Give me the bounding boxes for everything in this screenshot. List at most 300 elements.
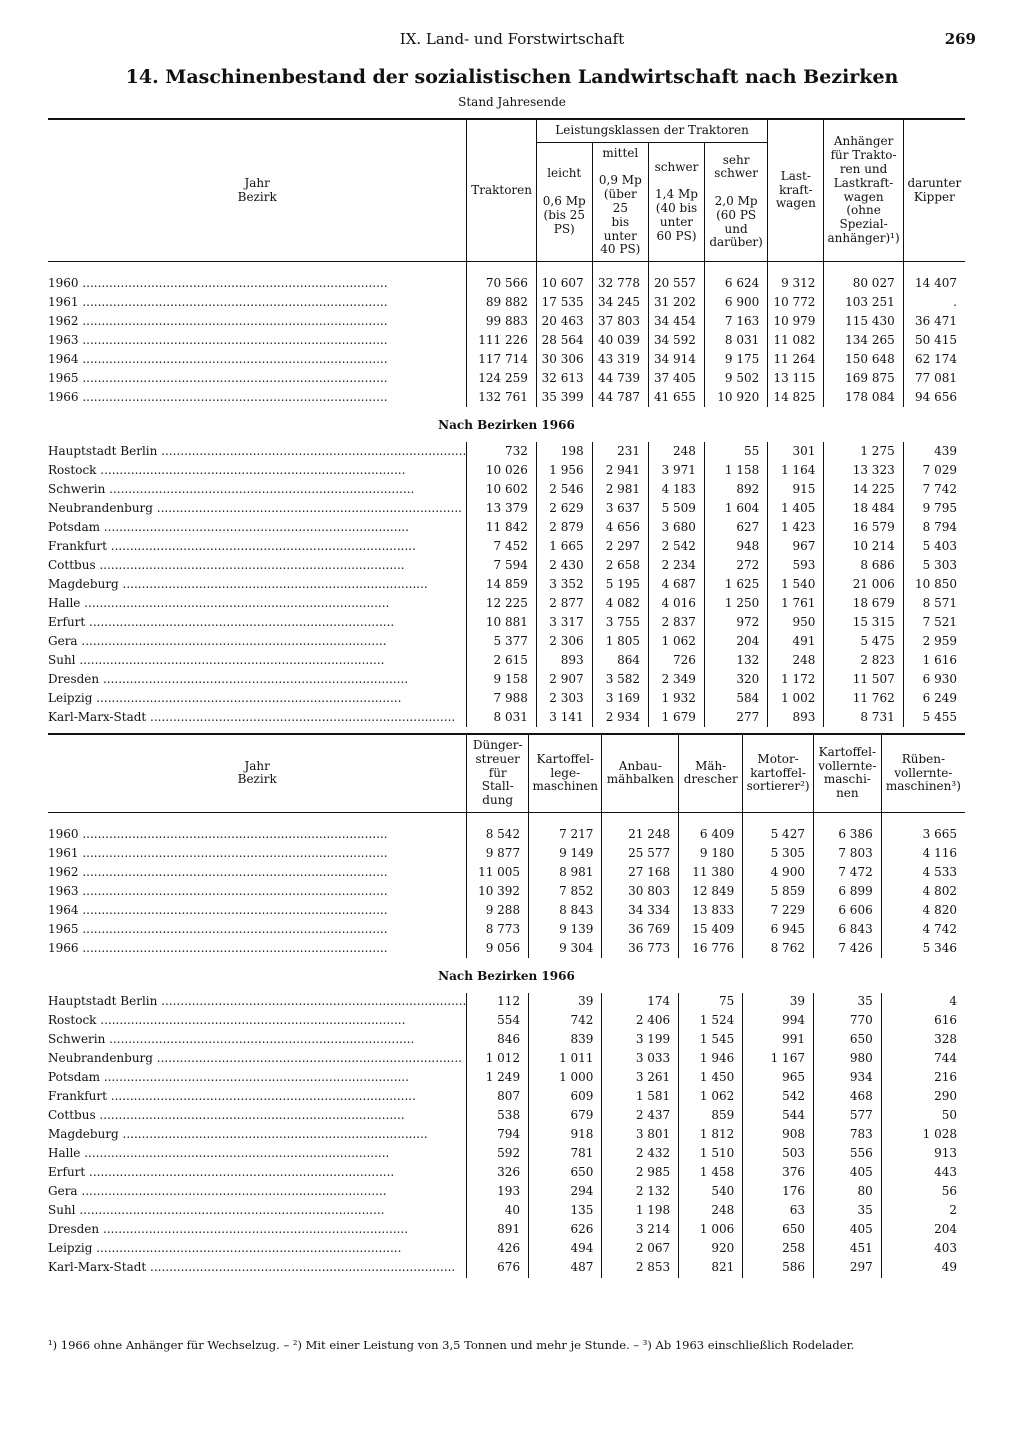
table-cell: 9 312 <box>768 262 824 294</box>
table-cell: 1 000 <box>529 1069 602 1088</box>
table-cell: 783 <box>813 1126 881 1145</box>
table-cell: 7 742 <box>903 480 965 499</box>
table-cell: 1 198 <box>602 1202 679 1221</box>
header-lkw: Last- kraft- wagen <box>768 119 824 262</box>
header-jahr-bezirk-2: Jahr Bezirk <box>48 734 467 812</box>
table-cell: 11 507 <box>824 670 903 689</box>
table-tractors-districts <box>48 442 965 727</box>
section-label-2: Nach Bezirken 1966 <box>438 968 575 983</box>
table-cell: 6 930 <box>903 670 965 689</box>
table-cell: 6 606 <box>813 901 881 920</box>
table-cell: 2 658 <box>592 556 648 575</box>
chapter-header: IX. Land- und Forstwirtschaft <box>399 30 625 48</box>
table-cell: 44 739 <box>592 369 648 388</box>
table-row <box>48 708 965 727</box>
header-kartoffelvoll: Kartoffel- vollernte- maschi- nen <box>813 734 881 812</box>
row-label: Gera ................................................................................ <box>48 1184 387 1199</box>
table-cell: 9 304 <box>529 939 602 958</box>
table-cell: 744 <box>881 1050 965 1069</box>
table-row <box>48 1183 965 1202</box>
table-cell: 4 656 <box>592 518 648 537</box>
row-label: 1963 ................................................................................ <box>48 883 388 898</box>
table-cell: 376 <box>743 1164 814 1183</box>
table-cell: 794 <box>467 1126 529 1145</box>
table-cell: 248 <box>768 651 824 670</box>
table-cell: 1 665 <box>536 537 592 556</box>
table-cell: 49 <box>881 1259 965 1278</box>
table-cell: 178 084 <box>824 388 903 407</box>
table-cell: 8 762 <box>743 939 814 958</box>
header-mittel: mittel 0,9 Mp (über 25 bis unter 40 PS) <box>592 142 648 261</box>
table-cell: 1 805 <box>592 632 648 651</box>
table-cell: 8 571 <box>903 594 965 613</box>
table-cell: 9 502 <box>704 369 767 388</box>
table-cell: 3 755 <box>592 613 648 632</box>
table-cell: 7 163 <box>704 312 767 331</box>
table-cell: 593 <box>768 556 824 575</box>
table-cell: 135 <box>529 1202 602 1221</box>
table-cell: 2 406 <box>602 1012 679 1031</box>
table-cell: 2 306 <box>536 632 592 651</box>
table-cell: 37 405 <box>649 369 705 388</box>
table-cell: 10 392 <box>467 882 529 901</box>
table-row <box>48 388 965 407</box>
table-cell: 7 803 <box>813 844 881 863</box>
table-row <box>48 1069 965 1088</box>
table-cell: 676 <box>467 1259 529 1278</box>
table-cell: 231 <box>592 442 648 461</box>
table-cell: 14 859 <box>467 575 537 594</box>
table-cell: 3 801 <box>602 1126 679 1145</box>
table-cell: 3 680 <box>649 518 705 537</box>
table-cell: 290 <box>881 1088 965 1107</box>
table-cell: 39 <box>529 993 602 1012</box>
table-row <box>48 262 965 294</box>
row-label: Cottbus ................................................................................ <box>48 557 405 572</box>
table-cell: 17 535 <box>536 293 592 312</box>
table-cell: 650 <box>813 1031 881 1050</box>
table-row <box>48 1088 965 1107</box>
table-cell: 1 012 <box>467 1050 529 1069</box>
table-cell: 277 <box>704 708 767 727</box>
table-cell: 846 <box>467 1031 529 1050</box>
header-rueben: Rüben- vollernte- maschinen³) <box>881 734 965 812</box>
table-cell: 839 <box>529 1031 602 1050</box>
table-cell: 204 <box>881 1221 965 1240</box>
table-cell: 1 450 <box>679 1069 743 1088</box>
table-cell: 112 <box>467 993 529 1012</box>
table-cell: 609 <box>529 1088 602 1107</box>
table-row <box>48 632 965 651</box>
table-row <box>48 993 965 1012</box>
table-cell: 75 <box>679 993 743 1012</box>
table-cell: 821 <box>679 1259 743 1278</box>
table-cell: 6 843 <box>813 920 881 939</box>
table-cell: 150 648 <box>824 350 903 369</box>
table-cell: 5 346 <box>881 939 965 958</box>
row-label: Gera ................................................................................ <box>48 633 387 648</box>
table-cell: 1 956 <box>536 461 592 480</box>
table-cell: 11 762 <box>824 689 903 708</box>
table-cell: 864 <box>592 651 648 670</box>
table-cell: 991 <box>743 1031 814 1050</box>
table-cell: 770 <box>813 1012 881 1031</box>
table-cell: 30 306 <box>536 350 592 369</box>
table-cell: 9 149 <box>529 844 602 863</box>
table-cell: 36 471 <box>903 312 965 331</box>
table-cell: 2 546 <box>536 480 592 499</box>
row-label: Dresden ................................................................................ <box>48 1222 409 1237</box>
table-cell: 80 <box>813 1183 881 1202</box>
table-row <box>48 293 965 312</box>
table-cell: 891 <box>467 1221 529 1240</box>
table-cell: 50 415 <box>903 331 965 350</box>
table-cell: 7 852 <box>529 882 602 901</box>
table-cell: 5 455 <box>903 708 965 727</box>
row-label: Hauptstadt Berlin ................................................................................ <box>48 443 467 458</box>
table-cell: 5 403 <box>903 537 965 556</box>
table-cell: 556 <box>813 1145 881 1164</box>
table-cell: 7 988 <box>467 689 537 708</box>
table-title: 14. Maschinenbestand der sozialistischen Landwirtschaft nach Bezirken <box>125 66 899 88</box>
table-cell: 2 853 <box>602 1259 679 1278</box>
table-cell: 39 <box>743 993 814 1012</box>
table-cell: 1 581 <box>602 1088 679 1107</box>
row-label: Potsdam ................................................................................ <box>48 1070 409 1085</box>
footnote: ¹) 1966 ohne Anhänger für Wechselzug. – ²) Mit einer Leistung von 3,5 Tonnen und mehr je Stunde. – ³) Ab 1963 einschließlich Rodelader. <box>48 1338 855 1352</box>
table-cell: 9 056 <box>467 939 529 958</box>
table-cell: 14 225 <box>824 480 903 499</box>
table-cell: 403 <box>881 1240 965 1259</box>
table-cell: 4 802 <box>881 882 965 901</box>
table-cell: 950 <box>768 613 824 632</box>
table-cell: 12 849 <box>679 882 743 901</box>
table-cell: 2 297 <box>592 537 648 556</box>
row-label: Hauptstadt Berlin ................................................................................ <box>48 994 467 1009</box>
table-cell: 124 259 <box>467 369 537 388</box>
row-label: Magdeburg ................................................................................ <box>48 1127 428 1142</box>
row-label: Karl-Marx-Stadt ................................................................................ <box>48 1260 456 1275</box>
table-cell: 5 303 <box>903 556 965 575</box>
table-cell: 1 172 <box>768 670 824 689</box>
table-cell: 2 234 <box>649 556 705 575</box>
table-cell: 8 843 <box>529 901 602 920</box>
table-row <box>48 556 965 575</box>
table-row <box>48 331 965 350</box>
table-cell: 592 <box>467 1145 529 1164</box>
table-cell: 248 <box>649 442 705 461</box>
table-cell: 439 <box>903 442 965 461</box>
table-cell: 4 820 <box>881 901 965 920</box>
table-cell: 37 803 <box>592 312 648 331</box>
table-cell: 1 167 <box>743 1050 814 1069</box>
table-cell: 3 637 <box>592 499 648 518</box>
table-cell: 3 582 <box>592 670 648 689</box>
table-cell: 1 006 <box>679 1221 743 1240</box>
table-cell: 4 <box>881 993 965 1012</box>
table-cell: 1 625 <box>704 575 767 594</box>
row-label: Halle ................................................................................ <box>48 595 390 610</box>
table-cell: 34 245 <box>592 293 648 312</box>
table-row <box>48 480 965 499</box>
table-cell: 4 183 <box>649 480 705 499</box>
table-cell: 2 615 <box>467 651 537 670</box>
table-cell: 44 787 <box>592 388 648 407</box>
table-cell: 1 062 <box>679 1088 743 1107</box>
table-cell: 99 883 <box>467 312 537 331</box>
table-row <box>48 1164 965 1183</box>
row-label: Frankfurt ................................................................................ <box>48 1089 416 1104</box>
table-cell: 41 655 <box>649 388 705 407</box>
table-row <box>48 350 965 369</box>
table-cell: 8 794 <box>903 518 965 537</box>
table-row <box>48 537 965 556</box>
header-duenger: Dünger- streuer für Stall- dung <box>467 734 529 812</box>
table-cell: 3 033 <box>602 1050 679 1069</box>
table-row <box>48 689 965 708</box>
table-row <box>48 442 965 461</box>
page-number: 269 <box>944 30 976 48</box>
table-cell: 542 <box>743 1088 814 1107</box>
table-cell: 13 833 <box>679 901 743 920</box>
table-cell: 301 <box>768 442 824 461</box>
table-cell: 9 795 <box>903 499 965 518</box>
header-anhaenger: Anhänger für Trakto- ren und Lastkraft- wagen (ohne Spezial- anhänger)¹) <box>824 119 903 262</box>
row-label: 1965 ................................................................................ <box>48 370 388 385</box>
table-cell: 7 521 <box>903 613 965 632</box>
table-cell: 10 026 <box>467 461 537 480</box>
table-cell: 1 510 <box>679 1145 743 1164</box>
table-row <box>48 863 965 882</box>
table-cell: 742 <box>529 1012 602 1031</box>
table-cell: 726 <box>649 651 705 670</box>
table-cell: 1 062 <box>649 632 705 651</box>
table-cell: 13 379 <box>467 499 537 518</box>
table-row <box>48 812 965 844</box>
header-maehdrescher: Mäh- drescher <box>679 734 743 812</box>
table-row <box>48 670 965 689</box>
table-cell: 297 <box>813 1259 881 1278</box>
table-cell: 248 <box>679 1202 743 1221</box>
table-cell: 35 <box>813 993 881 1012</box>
table-cell: 4 687 <box>649 575 705 594</box>
table-tractors <box>48 118 965 727</box>
table-cell: 4 116 <box>881 844 965 863</box>
table-cell: 2 437 <box>602 1107 679 1126</box>
table-cell: 584 <box>704 689 767 708</box>
header-traktoren: Traktoren <box>467 119 537 262</box>
row-label: 1962 ................................................................................ <box>48 313 388 328</box>
table-cell: 89 882 <box>467 293 537 312</box>
table-cell: 3 214 <box>602 1221 679 1240</box>
row-label: Suhl ................................................................................ <box>48 652 385 667</box>
table-cell: 2 132 <box>602 1183 679 1202</box>
table-cell: 577 <box>813 1107 881 1126</box>
table-cell: 965 <box>743 1069 814 1088</box>
table-cell: 1 616 <box>903 651 965 670</box>
table-cell: 650 <box>743 1221 814 1240</box>
table-cell: 9 139 <box>529 920 602 939</box>
table-machines <box>48 733 965 1278</box>
table-row <box>48 1221 965 1240</box>
row-label: Potsdam ................................................................................ <box>48 519 409 534</box>
table-cell: 2 823 <box>824 651 903 670</box>
table-cell: 732 <box>467 442 537 461</box>
table-cell: 781 <box>529 1145 602 1164</box>
table-cell: 540 <box>679 1183 743 1202</box>
table-cell: 2 349 <box>649 670 705 689</box>
table-cell: 70 566 <box>467 262 537 294</box>
table-cell: 2 542 <box>649 537 705 556</box>
table-cell: 193 <box>467 1183 529 1202</box>
table-cell: 34 334 <box>602 901 679 920</box>
table-cell: 2 879 <box>536 518 592 537</box>
table-cell: 30 803 <box>602 882 679 901</box>
table-cell: 5 475 <box>824 632 903 651</box>
table-cell: 1 249 <box>467 1069 529 1088</box>
table-cell: 491 <box>768 632 824 651</box>
table-cell: 176 <box>743 1183 814 1202</box>
table-cell: 7 029 <box>903 461 965 480</box>
table-cell: 5 859 <box>743 882 814 901</box>
table-cell: 2 877 <box>536 594 592 613</box>
table-cell: 2 941 <box>592 461 648 480</box>
table-cell: 1 679 <box>649 708 705 727</box>
table-cell: 134 265 <box>824 331 903 350</box>
table-cell: 11 005 <box>467 863 529 882</box>
table-cell: 20 557 <box>649 262 705 294</box>
header-leicht: leicht 0,6 Mp (bis 25 PS) <box>536 142 592 261</box>
table-cell: 4 533 <box>881 863 965 882</box>
table-cell: 3 352 <box>536 575 592 594</box>
table-cell: 626 <box>529 1221 602 1240</box>
table-cell: 272 <box>704 556 767 575</box>
table-cell: 554 <box>467 1012 529 1031</box>
table-cell: 34 592 <box>649 331 705 350</box>
table-row <box>48 1031 965 1050</box>
table-cell: 15 315 <box>824 613 903 632</box>
table-cell: 12 225 <box>467 594 537 613</box>
table-machines-districts <box>48 993 965 1278</box>
table-cell: 62 174 <box>903 350 965 369</box>
row-label: 1960 ................................................................................ <box>48 275 388 290</box>
table-cell: 627 <box>704 518 767 537</box>
header-sehr-schwer: sehr schwer 2,0 Mp (60 PS und darüber) <box>704 142 767 261</box>
table-cell: 7 594 <box>467 556 537 575</box>
table-cell: 56 <box>881 1183 965 1202</box>
row-label: Suhl ................................................................................ <box>48 1203 385 1218</box>
table-cell: 103 251 <box>824 293 903 312</box>
table-cell: 9 175 <box>704 350 767 369</box>
row-label: Rostock ................................................................................ <box>48 1013 406 1028</box>
table-cell: 9 180 <box>679 844 743 863</box>
table-cell: 6 249 <box>903 689 965 708</box>
table-row <box>48 939 965 958</box>
table-row <box>48 1107 965 1126</box>
table-cell: 2 432 <box>602 1145 679 1164</box>
table-cell: 6 624 <box>704 262 767 294</box>
table-cell: 807 <box>467 1088 529 1107</box>
table-cell: 980 <box>813 1050 881 1069</box>
table-cell: 5 377 <box>467 632 537 651</box>
table-cell: 6 945 <box>743 920 814 939</box>
table-cell: 10 881 <box>467 613 537 632</box>
table-cell: 2 837 <box>649 613 705 632</box>
table-row <box>48 613 965 632</box>
table-cell: 5 305 <box>743 844 814 863</box>
table-cell: 13 115 <box>768 369 824 388</box>
table-row <box>48 1012 965 1031</box>
table-cell: 1 250 <box>704 594 767 613</box>
table-cell: 8 542 <box>467 812 529 844</box>
table-cell: 4 742 <box>881 920 965 939</box>
row-label: Erfurt ................................................................................ <box>48 614 395 629</box>
table-cell: 2 959 <box>903 632 965 651</box>
row-label: 1962 ................................................................................ <box>48 864 388 879</box>
table-cell: 908 <box>743 1126 814 1145</box>
table-cell: 2 985 <box>602 1164 679 1183</box>
table-cell: 8 031 <box>704 331 767 350</box>
table-cell: 13 323 <box>824 461 903 480</box>
table-cell: 10 920 <box>704 388 767 407</box>
table-row <box>48 1202 965 1221</box>
table-cell: 2 430 <box>536 556 592 575</box>
table-row <box>48 1240 965 1259</box>
table-cell: 132 761 <box>467 388 537 407</box>
table-cell: 8 031 <box>467 708 537 727</box>
table-cell: 132 <box>704 651 767 670</box>
table-cell: 1 011 <box>529 1050 602 1069</box>
table-cell: 5 427 <box>743 812 814 844</box>
table-row <box>48 1050 965 1069</box>
section-label: Nach Bezirken 1966 <box>438 418 575 433</box>
table-cell: 35 399 <box>536 388 592 407</box>
table-cell: 1 604 <box>704 499 767 518</box>
table-cell: 1 158 <box>704 461 767 480</box>
table-row <box>48 1145 965 1164</box>
table-cell: 31 202 <box>649 293 705 312</box>
table-cell: 15 409 <box>679 920 743 939</box>
table-cell: 2 <box>881 1202 965 1221</box>
table-cell: 20 463 <box>536 312 592 331</box>
row-label: 1963 ................................................................................ <box>48 332 388 347</box>
header-anbau: Anbau- mähbalken <box>602 734 679 812</box>
table-cell: 893 <box>768 708 824 727</box>
table-machines-years <box>48 812 965 958</box>
table-cell: 14 825 <box>768 388 824 407</box>
table-row <box>48 575 965 594</box>
row-label: Dresden ................................................................................ <box>48 671 409 686</box>
table-cell: 10 607 <box>536 262 592 294</box>
table-cell: 3 261 <box>602 1069 679 1088</box>
table-cell: 7 229 <box>743 901 814 920</box>
row-label: Leipzig ................................................................................ <box>48 1241 402 1256</box>
table-cell: 8 686 <box>824 556 903 575</box>
table-cell: 405 <box>813 1164 881 1183</box>
table-cell: 6 409 <box>679 812 743 844</box>
table-cell: 893 <box>536 651 592 670</box>
header-kipper: darunter Kipper <box>903 119 965 262</box>
table-cell: 10 850 <box>903 575 965 594</box>
row-label: Erfurt ................................................................................ <box>48 1165 395 1180</box>
table-cell: 9 158 <box>467 670 537 689</box>
table-cell: 8 981 <box>529 863 602 882</box>
table-cell: 111 226 <box>467 331 537 350</box>
header-schwer: schwer 1,4 Mp (40 bis unter 60 PS) <box>649 142 705 261</box>
table-cell: 3 199 <box>602 1031 679 1050</box>
table-cell: 918 <box>529 1126 602 1145</box>
table-cell: 7 452 <box>467 537 537 556</box>
